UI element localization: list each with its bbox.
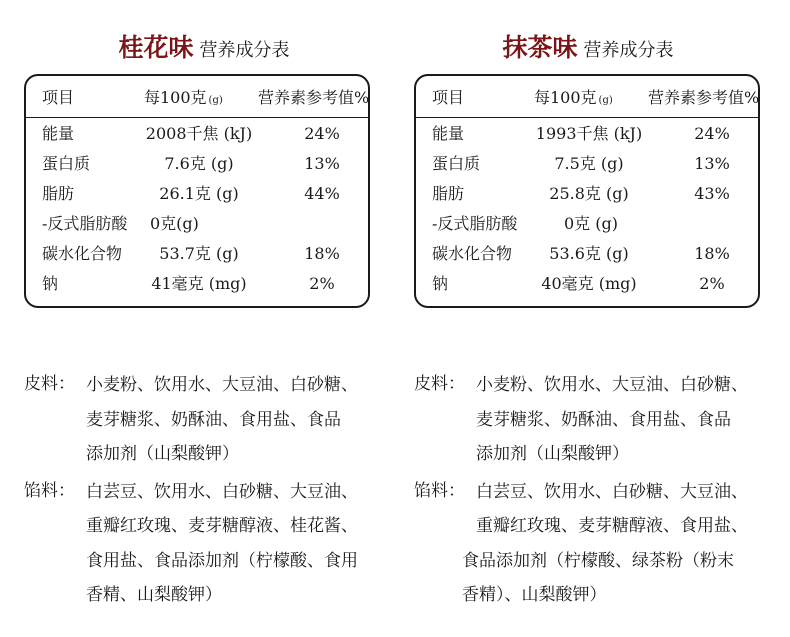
row-percent: 18% xyxy=(694,244,730,263)
row-name: 钠 xyxy=(42,274,59,293)
ingredient-line: 小麦粉、饮用水、大豆油、白砂糖、 xyxy=(476,375,748,395)
ingredient-line: 添加剂（山梨酸钾） xyxy=(476,444,629,464)
row-name: 蛋白质 xyxy=(42,154,91,173)
row-name: 蛋白质 xyxy=(432,154,481,173)
row-percent: 18% xyxy=(304,244,340,263)
row-name: 脂肪 xyxy=(42,184,75,203)
filling-text xyxy=(462,475,790,613)
row-name: -反式脂肪酸 xyxy=(42,214,128,233)
table-subtitle: 营养成分表 xyxy=(199,40,290,61)
panel-title xyxy=(24,28,384,64)
ingredient-line: 添加剂（山梨酸钾） xyxy=(86,444,239,464)
ingredient-line: 香精、山梨酸钾） xyxy=(86,585,222,605)
header-per-100g xyxy=(144,85,223,108)
skin-ingredients xyxy=(414,368,790,472)
header-nrv: 营养素参考值% xyxy=(258,88,370,107)
table-row xyxy=(416,242,758,272)
ingredients xyxy=(414,368,790,613)
row-name: 能量 xyxy=(42,124,75,143)
row-percent: 2% xyxy=(309,274,335,293)
flavor-name: 桂花味 xyxy=(118,33,194,62)
header-per-label: 每100克 xyxy=(534,88,597,107)
table-row xyxy=(26,182,368,212)
ingredient-line: 食用盐、食品添加剂（柠檬酸、食用 xyxy=(86,550,358,571)
skin-text xyxy=(86,368,404,472)
row-value: 40毫克 (mg) xyxy=(541,274,637,293)
ingredient-line: 小麦粉、饮用水、大豆油、白砂糖、 xyxy=(86,375,358,395)
ingredient-line: 香精）、山梨酸钾） xyxy=(462,585,607,605)
row-name: 碳水化合物 xyxy=(42,244,123,263)
header-unit: (g) xyxy=(598,95,613,106)
row-name: 脂肪 xyxy=(432,184,465,203)
table-row xyxy=(26,152,368,182)
row-percent: 2% xyxy=(699,274,725,293)
row-name: 能量 xyxy=(432,124,465,143)
ingredients xyxy=(24,368,404,613)
table-row xyxy=(26,272,368,302)
row-value: 41毫克 (mg) xyxy=(151,274,247,293)
header-unit: (g) xyxy=(208,95,223,106)
row-name: 碳水化合物 xyxy=(432,244,513,263)
filling-ingredients xyxy=(414,475,790,613)
row-value: 7.6克 (g) xyxy=(164,154,234,173)
row-value: 53.6克 (g) xyxy=(549,244,629,263)
table-header xyxy=(26,76,368,118)
row-percent: 13% xyxy=(304,154,340,173)
row-percent: 44% xyxy=(304,184,340,203)
header-per-100g xyxy=(534,85,613,108)
table-subtitle: 营养成分表 xyxy=(583,40,674,61)
header-nrv: 营养素参考值% xyxy=(648,88,760,107)
table-row xyxy=(26,242,368,272)
row-value: 0克 (g) xyxy=(564,214,618,233)
panel-title xyxy=(408,28,768,64)
table-row xyxy=(416,272,758,302)
ingredient-line: 食品添加剂（柠檬酸、绿茶粉（粉末 xyxy=(462,550,734,571)
row-value: 7.5克 (g) xyxy=(554,154,624,173)
skin-label: 皮料： xyxy=(414,374,465,394)
filling-label: 馅料： xyxy=(414,480,465,501)
ingredient-line: 白芸豆、饮用水、白砂糖、大豆油、 xyxy=(476,481,748,502)
row-value: 2008千焦 (kJ) xyxy=(145,124,253,143)
filling-text xyxy=(86,475,404,613)
table-row xyxy=(416,122,758,152)
ingredient-line: 麦芽糖浆、奶酥油、食用盐、食品 xyxy=(86,409,341,430)
header-per-label: 每100克 xyxy=(144,88,207,107)
header-item: 项目 xyxy=(432,88,465,107)
table-header xyxy=(416,76,758,118)
ingredient-line: 白芸豆、饮用水、白砂糖、大豆油、 xyxy=(86,481,358,502)
row-name: -反式脂肪酸 xyxy=(432,214,518,233)
row-value: 0克(g) xyxy=(150,214,199,233)
ingredient-line: 重瓣红玫瑰、麦芽糖醇液、食用盐、 xyxy=(476,516,748,536)
row-value: 1993千焦 (kJ) xyxy=(535,124,643,143)
nutrition-table xyxy=(414,74,760,308)
table-row xyxy=(416,212,758,242)
row-value: 53.7克 (g) xyxy=(159,244,239,263)
table-row xyxy=(416,152,758,182)
skin-text xyxy=(476,368,790,472)
skin-label: 皮料： xyxy=(24,374,75,394)
ingredient-line: 重瓣红玫瑰、麦芽糖醇液、桂花酱、 xyxy=(86,516,358,536)
row-percent: 43% xyxy=(694,184,730,203)
row-name: 钠 xyxy=(432,274,449,293)
table-row xyxy=(416,182,758,212)
row-percent: 13% xyxy=(694,154,730,173)
nutrition-table xyxy=(24,74,370,308)
table-row xyxy=(26,122,368,152)
row-percent: 24% xyxy=(304,124,340,143)
flavor-name: 抹茶味 xyxy=(502,33,578,62)
filling-label: 馅料： xyxy=(24,480,75,501)
row-value: 25.8克 (g) xyxy=(549,184,629,203)
row-value: 26.1克 (g) xyxy=(159,184,239,203)
ingredient-line: 麦芽糖浆、奶酥油、食用盐、食品 xyxy=(476,409,731,430)
table-row xyxy=(26,212,368,242)
skin-ingredients xyxy=(24,368,404,472)
header-item: 项目 xyxy=(42,88,75,107)
filling-ingredients xyxy=(24,475,404,613)
row-percent: 24% xyxy=(694,124,730,143)
